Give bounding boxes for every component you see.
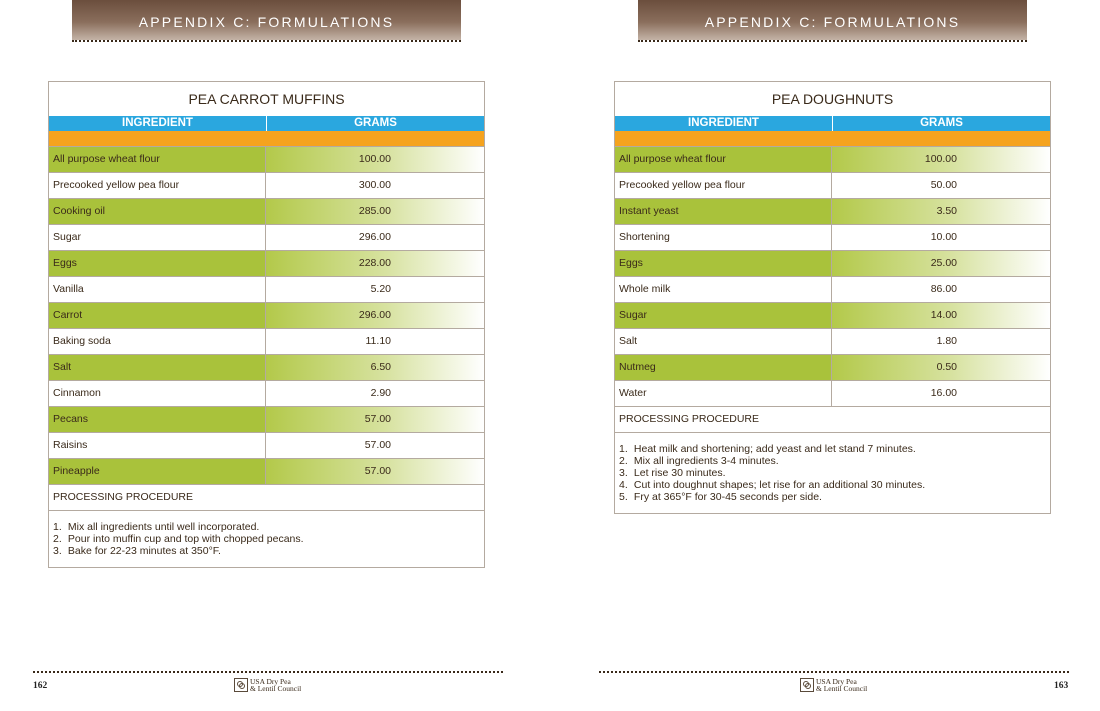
ingredient-name: Shortening — [615, 225, 832, 250]
council-logo-icon — [800, 678, 814, 692]
table-row — [615, 276, 1050, 302]
procedure-step: 2. Mix all ingredients 3-4 minutes. — [619, 455, 779, 467]
table-row — [615, 172, 1050, 198]
table-row — [615, 302, 1050, 328]
ingredient-grams: 57.00 — [364, 439, 391, 451]
table-row — [49, 458, 484, 484]
accent-bar — [615, 131, 1050, 146]
procedure-steps — [619, 443, 1046, 503]
recipe-title: PEA DOUGHNUTS — [771, 91, 894, 107]
ingredient-grams: 285.00 — [266, 199, 484, 224]
ingredient-grams: 300.00 — [358, 179, 391, 191]
procedure-step-text: Pour into muffin cup and top with chopped pecans. — [67, 533, 304, 545]
page-header: APPENDIX C: FORMULATIONS — [72, 0, 461, 40]
table-row — [615, 224, 1050, 250]
procedure-step-text: Bake for 22-23 minutes at 350°F. — [67, 545, 221, 557]
procedure-step-text: Fry at 365°F for 30-45 seconds per side. — [633, 491, 822, 503]
ingredient-grams: 25.00 — [832, 251, 1050, 276]
ingredient-name: Nutmeg — [615, 355, 832, 380]
ingredient-name: Sugar — [49, 225, 266, 250]
procedure-step: 2. Pour into muffin cup and top with chopped pecans. — [53, 533, 304, 545]
table-row — [615, 380, 1050, 406]
procedure-step-text: Heat milk and shortening; add yeast and let stand 7 minutes. — [633, 443, 916, 455]
ingredient-name: Eggs — [49, 251, 266, 276]
recipe-title: PEA CARROT MUFFINS — [188, 91, 345, 107]
accent-bar — [49, 131, 484, 146]
column-header-grams: GRAMS — [354, 117, 397, 129]
table-row — [615, 198, 1050, 224]
table-row — [49, 276, 484, 302]
page-number: 163 — [1054, 681, 1069, 691]
procedure-step-text: Cut into doughnut shapes; let rise for an additional 30 minutes. — [633, 479, 926, 491]
ingredient-name: Cinnamon — [49, 381, 266, 406]
ingredient-name: Cooking oil — [49, 199, 266, 224]
ingredient-grams: 100.00 — [266, 147, 484, 172]
ingredient-grams: 1.80 — [936, 335, 957, 347]
procedure-step-text: Mix all ingredients 3-4 minutes. — [633, 455, 779, 467]
council-logo-text — [816, 678, 867, 693]
page-header: APPENDIX C: FORMULATIONS — [638, 0, 1027, 40]
council-logo-icon — [234, 678, 248, 692]
table-row — [615, 354, 1050, 380]
table-row — [49, 146, 484, 172]
footer-divider — [33, 671, 503, 673]
ingredient-name: Pineapple — [49, 459, 266, 484]
footer-divider — [599, 671, 1069, 673]
ingredient-grams: 14.00 — [832, 303, 1050, 328]
ingredient-name: Salt — [615, 329, 832, 354]
procedure-body — [615, 432, 1050, 513]
ingredient-grams: 57.00 — [266, 459, 484, 484]
procedure-step: 1. Mix all ingredients until well incorporated. — [53, 521, 260, 533]
table-row — [49, 302, 484, 328]
ingredient-grams: 228.00 — [266, 251, 484, 276]
ingredient-name: Pecans — [49, 407, 266, 432]
procedure-step: 4. Cut into doughnut shapes; let rise for an additional 30 minutes. — [619, 479, 926, 491]
ingredient-grams: 6.50 — [266, 355, 484, 380]
table-row — [49, 354, 484, 380]
ingredient-name: Sugar — [615, 303, 832, 328]
council-logo — [234, 677, 301, 693]
logo-line-2: & Lentil Council — [250, 684, 302, 693]
procedure-step: 5. Fry at 365°F for 30-45 seconds per side. — [619, 491, 822, 503]
table-row — [49, 250, 484, 276]
ingredient-name: All purpose wheat flour — [49, 147, 266, 172]
header-divider — [638, 40, 1027, 42]
procedure-step: 1. Heat milk and shortening; add yeast and let stand 7 minutes. — [619, 443, 916, 455]
column-header-row — [49, 116, 484, 131]
procedure-step: 3. Bake for 22-23 minutes at 350°F. — [53, 545, 221, 557]
header-divider — [72, 40, 461, 42]
ingredient-name: Precooked yellow pea flour — [49, 173, 266, 198]
ingredient-name: Carrot — [49, 303, 266, 328]
page-number: 162 — [33, 681, 48, 691]
council-logo-text — [250, 678, 301, 693]
ingredient-grams: 57.00 — [266, 407, 484, 432]
table-row — [615, 250, 1050, 276]
ingredient-name: All purpose wheat flour — [615, 147, 832, 172]
ingredient-grams: 5.20 — [370, 283, 391, 295]
ingredient-name: Baking soda — [49, 329, 266, 354]
procedure-title: PROCESSING PROCEDURE — [615, 406, 1050, 432]
ingredient-name: Vanilla — [49, 277, 266, 302]
table-row — [49, 432, 484, 458]
procedure-steps — [53, 521, 480, 557]
column-header-grams: GRAMS — [920, 117, 963, 129]
ingredient-rows — [49, 146, 484, 484]
table-row — [615, 146, 1050, 172]
ingredient-grams: 296.00 — [266, 303, 484, 328]
ingredient-grams: 3.50 — [832, 199, 1050, 224]
council-logo — [800, 677, 867, 693]
ingredient-grams: 2.90 — [370, 387, 391, 399]
ingredient-name: Eggs — [615, 251, 832, 276]
logo-line-1: USA Dry Pea — [250, 676, 291, 686]
recipe-card-doughnuts — [614, 81, 1051, 514]
table-row — [49, 380, 484, 406]
table-row — [49, 172, 484, 198]
ingredient-grams: 296.00 — [358, 231, 391, 243]
column-header-ingredient: INGREDIENT — [49, 116, 267, 131]
procedure-title: PROCESSING PROCEDURE — [49, 484, 484, 510]
column-header-row — [615, 116, 1050, 131]
logo-line-1: USA Dry Pea — [816, 676, 857, 686]
table-row — [49, 224, 484, 250]
ingredient-name: Salt — [49, 355, 266, 380]
ingredient-grams: 0.50 — [832, 355, 1050, 380]
page-right — [566, 0, 1100, 711]
ingredient-name: Whole milk — [615, 277, 832, 302]
ingredient-grams: 10.00 — [930, 231, 957, 243]
ingredient-rows — [615, 146, 1050, 406]
ingredient-grams: 86.00 — [930, 283, 957, 295]
procedure-step: 3. Let rise 30 minutes. — [619, 467, 726, 479]
recipe-card-muffins — [48, 81, 485, 568]
procedure-body — [49, 510, 484, 567]
ingredient-grams: 50.00 — [930, 179, 957, 191]
ingredient-name: Raisins — [49, 433, 266, 458]
table-row — [49, 406, 484, 432]
ingredient-grams: 11.10 — [365, 335, 391, 347]
procedure-step-text: Mix all ingredients until well incorporated. — [67, 521, 260, 533]
ingredient-grams: 16.00 — [930, 387, 957, 399]
procedure-step-text: Let rise 30 minutes. — [633, 467, 726, 479]
ingredient-name: Water — [615, 381, 832, 406]
logo-line-2: & Lentil Council — [816, 684, 868, 693]
table-row — [49, 328, 484, 354]
table-row — [49, 198, 484, 224]
table-row — [615, 328, 1050, 354]
column-header-ingredient: INGREDIENT — [615, 116, 833, 131]
ingredient-name: Instant yeast — [615, 199, 832, 224]
ingredient-grams: 100.00 — [832, 147, 1050, 172]
ingredient-name: Precooked yellow pea flour — [615, 173, 832, 198]
